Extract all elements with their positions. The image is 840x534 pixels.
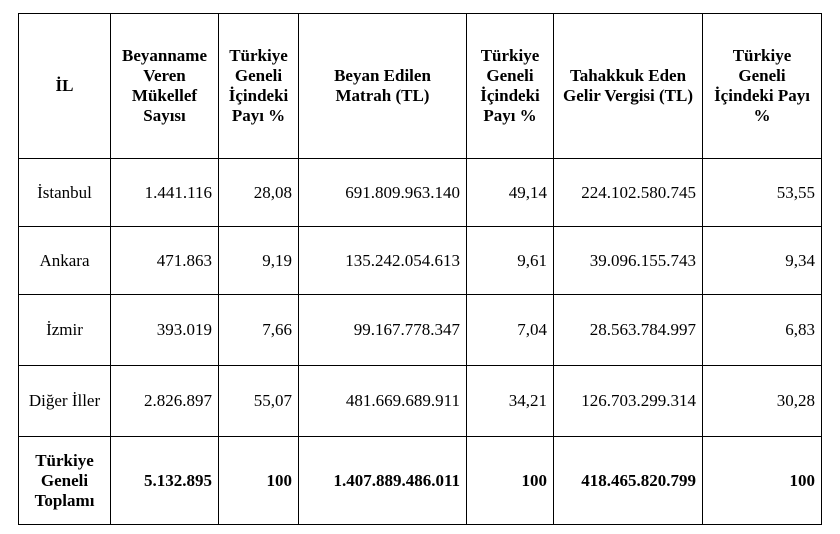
cell-base-share: 9,61 [467,227,554,295]
cell-il: İzmir [19,295,111,366]
table-row [19,366,822,437]
cell-taxpayer-count: 393.019 [111,295,219,366]
header-taxpayer-share: Türkiye Geneli İçindeki Payı % [219,14,299,159]
cell-taxpayer-share: 9,19 [219,227,299,295]
cell-declared-base: 99.167.778.347 [299,295,467,366]
cell-accrued-tax: 126.703.299.314 [554,366,703,437]
cell-declared-base: 135.242.054.613 [299,227,467,295]
cell-base-share: 100 [467,437,554,525]
header-accrued-tax: Tahakkuk Eden Gelir Vergisi (TL) [554,14,703,159]
cell-taxpayer-share: 28,08 [219,159,299,227]
cell-base-share: 34,21 [467,366,554,437]
cell-taxpayer-count: 1.441.116 [111,159,219,227]
cell-il: Diğer İller [19,366,111,437]
cell-tax-share: 9,34 [703,227,822,295]
total-row [19,437,822,525]
cell-taxpayer-share: 100 [219,437,299,525]
cell-declared-base: 691.809.963.140 [299,159,467,227]
cell-base-share: 7,04 [467,295,554,366]
cell-il: İstanbul [19,159,111,227]
cell-accrued-tax: 418.465.820.799 [554,437,703,525]
cell-il: Türkiye Geneli Toplamı [19,437,111,525]
cell-accrued-tax: 224.102.580.745 [554,159,703,227]
cell-tax-share: 100 [703,437,822,525]
cell-taxpayer-share: 7,66 [219,295,299,366]
header-tax-share: Türkiye Geneli İçindeki Payı % [703,14,822,159]
cell-taxpayer-count: 2.826.897 [111,366,219,437]
header-base-share: Türkiye Geneli İçindeki Payı % [467,14,554,159]
table-row [19,159,822,227]
cell-il: Ankara [19,227,111,295]
cell-declared-base: 481.669.689.911 [299,366,467,437]
cell-tax-share: 30,28 [703,366,822,437]
header-taxpayer-count: Beyanname Veren Mükellef Sayısı [111,14,219,159]
header-il: İL [19,14,111,159]
cell-tax-share: 6,83 [703,295,822,366]
table-row [19,227,822,295]
tax-statistics-table [18,13,822,525]
cell-accrued-tax: 39.096.155.743 [554,227,703,295]
cell-accrued-tax: 28.563.784.997 [554,295,703,366]
cell-taxpayer-share: 55,07 [219,366,299,437]
cell-tax-share: 53,55 [703,159,822,227]
cell-taxpayer-count: 5.132.895 [111,437,219,525]
header-declared-base: Beyan Edilen Matrah (TL) [299,14,467,159]
cell-base-share: 49,14 [467,159,554,227]
cell-taxpayer-count: 471.863 [111,227,219,295]
header-row [19,14,822,159]
cell-declared-base: 1.407.889.486.011 [299,437,467,525]
table-row [19,295,822,366]
